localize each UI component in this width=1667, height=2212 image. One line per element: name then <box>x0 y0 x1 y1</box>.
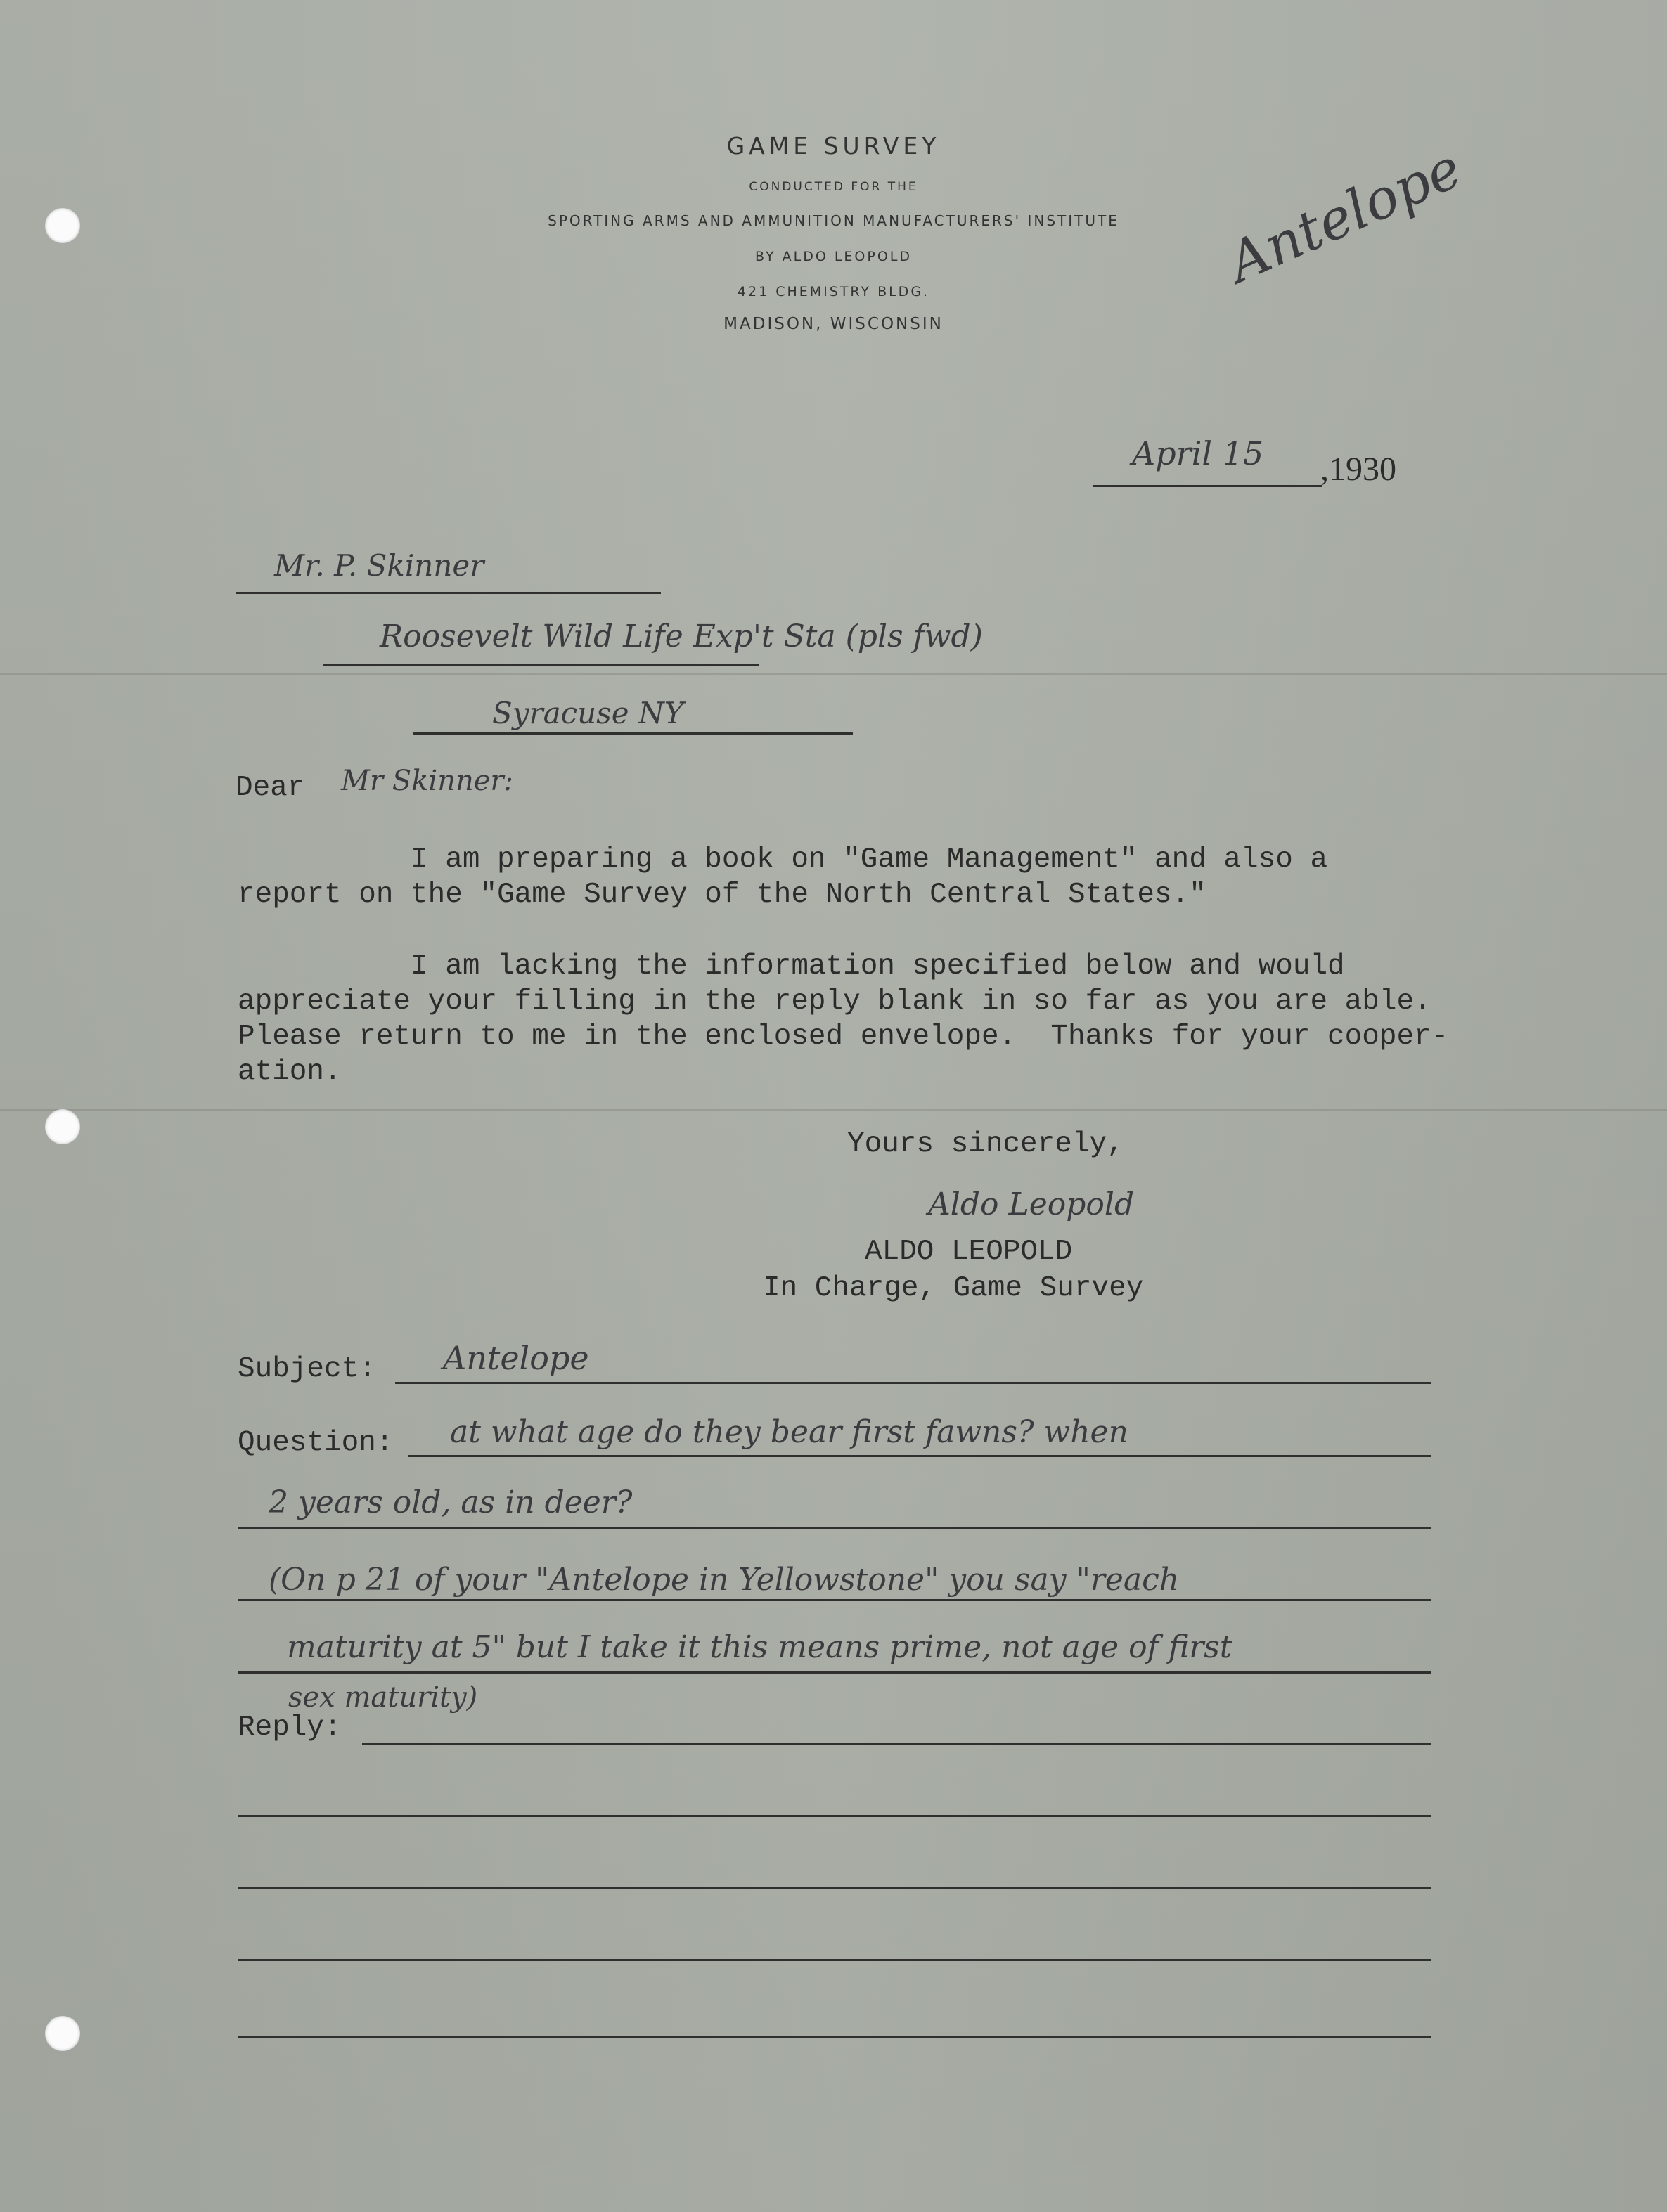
date-handwritten: April 15 <box>1132 434 1264 472</box>
reply-label: Reply: <box>238 1712 342 1744</box>
form-line <box>238 1527 1431 1529</box>
handwritten-annotation: Antelope <box>1218 136 1471 295</box>
reply-line[interactable] <box>238 1815 1431 1817</box>
reply-line[interactable] <box>238 2036 1431 2038</box>
date-line <box>1093 485 1322 487</box>
form-line <box>395 1382 1431 1384</box>
form-line <box>238 1671 1431 1674</box>
paper-fold <box>0 1109 1667 1111</box>
punch-hole <box>45 1109 80 1144</box>
question-line: (On p 21 of your "Antelope in Yellowstone" you say "reach <box>269 1562 1180 1598</box>
letterhead-line: CONDUCTED FOR THE <box>749 180 918 194</box>
question-line: at what age do they bear first fawns? when <box>450 1414 1128 1450</box>
question-line: sex maturity) <box>288 1681 478 1714</box>
valediction: Yours sincerely, <box>847 1128 1124 1160</box>
question-line: maturity at 5" but I take it this means prime, not age of first <box>287 1629 1232 1665</box>
form-line <box>238 1599 1431 1601</box>
address-line-2: Roosevelt Wild Life Exp't Sta (pls fwd) <box>380 619 983 654</box>
form-line <box>408 1455 1431 1457</box>
reply-line[interactable] <box>238 1959 1431 1961</box>
letterhead-line: BY ALDO LEOPOLD <box>754 249 913 264</box>
salutation: Dear <box>236 772 305 804</box>
subject-value: Antelope <box>443 1339 589 1377</box>
salutation-name: Mr Skinner: <box>341 765 514 797</box>
paper-fold <box>0 673 1667 675</box>
question-line: 2 years old, as in deer? <box>269 1485 633 1520</box>
signer-title: In Charge, Game Survey <box>763 1272 1144 1305</box>
reply-line[interactable] <box>238 1887 1431 1889</box>
reply-line[interactable] <box>362 1743 1431 1745</box>
body-line: appreciate your filling in the reply blank in so far as you are able. <box>238 985 1431 1018</box>
body-line: ation. <box>238 1056 342 1088</box>
address-line-3: Syracuse NY <box>492 696 684 730</box>
question-label: Question: <box>238 1427 394 1459</box>
letterhead-line: 421 CHEMISTRY BLDG. <box>737 284 930 299</box>
body-line: I am lacking the information specified below and would <box>238 950 1345 983</box>
letterhead-title: GAME SURVEY <box>726 132 941 160</box>
body-line: report on the "Game Survey of the North Central States." <box>238 879 1206 911</box>
body-line: I am preparing a book on "Game Management" and also a <box>238 843 1328 876</box>
body-line: Please return to me in the enclosed envelope. Thanks for your cooper- <box>238 1021 1449 1053</box>
letterhead-line: MADISON, WISCONSIN <box>723 315 944 333</box>
signer-name: ALDO LEOPOLD <box>865 1236 1073 1268</box>
address-line <box>236 592 661 594</box>
address-line <box>413 732 853 735</box>
subject-label: Subject: <box>238 1353 376 1385</box>
punch-hole <box>45 2016 80 2051</box>
address-line <box>323 664 759 666</box>
address-name: Mr. P. Skinner <box>274 548 484 583</box>
letterhead-line: SPORTING ARMS AND AMMUNITION MANUFACTURERS' INSTITUTE <box>548 212 1119 229</box>
date-year: ,1930 <box>1320 451 1396 488</box>
signature: Aldo Leopold <box>928 1186 1135 1222</box>
